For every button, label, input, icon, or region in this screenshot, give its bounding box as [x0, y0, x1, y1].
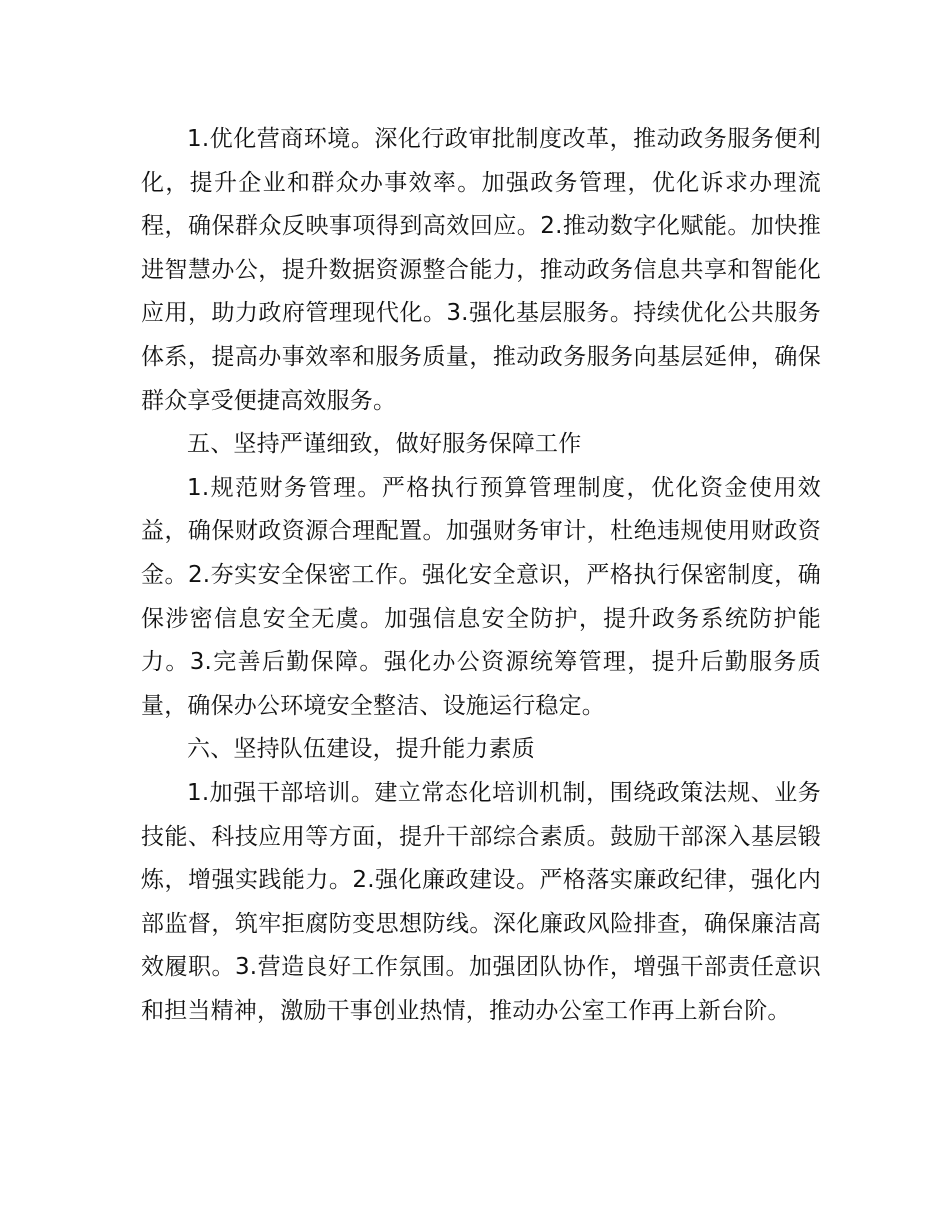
section-heading-five: 五、坚持严谨细致，做好服务保障工作 — [187, 431, 582, 458]
section-heading-six: 六、坚持队伍建设，提升能力素质 — [187, 736, 535, 763]
document-body — [141, 118, 821, 1033]
paragraph-service-guarantee: 1.规范财务管理。严格执行预算管理制度，优化资金使用效益，确保财政资源合理配置。加强财务审计，杜绝违规使用财政资金。2.夯实安全保密工作。强化安全意识，严格执行保密制度，确保涉密信息安全无虞。加强信息安全防护，提升政务系统防护能力。3.完善后勤保障。强化办公资源统筹管理，提升后勤服务质量，确保办公环境安全整洁、设施运行稳定。 — [141, 474, 821, 719]
paragraph-team-building: 1.加强干部培训。建立常态化培训机制，围绕政策法规、业务技能、科技应用等方面，提升干部综合素质。鼓励干部深入基层锻炼，增强实践能力。2.强化廉政建设。严格落实廉政纪律，强化内部监督，筑牢拒腐防变思想防线。深化廉政风险排查，确保廉洁高效履职。3.营造良好工作氛围。加强团队协作，增强干部责任意识和担当精神，激励干事创业热情，推动办公室工作再上新台阶。 — [141, 779, 821, 1024]
paragraph-business-environment: 1.优化营商环境。深化行政审批制度改革，推动政务服务便利化，提升企业和群众办事效率。加强政务管理，优化诉求办理流程，确保群众反映事项得到高效回应。2.推动数字化赋能。加快推进智慧办公，提升数据资源整合能力，推动政务信息共享和智能化应用，助力政府管理现代化。3.强化基层服务。持续优化公共服务体系，提高办事效率和服务质量，推动政务服务向基层延伸，确保群众享受便捷高效服务。 — [141, 126, 821, 414]
